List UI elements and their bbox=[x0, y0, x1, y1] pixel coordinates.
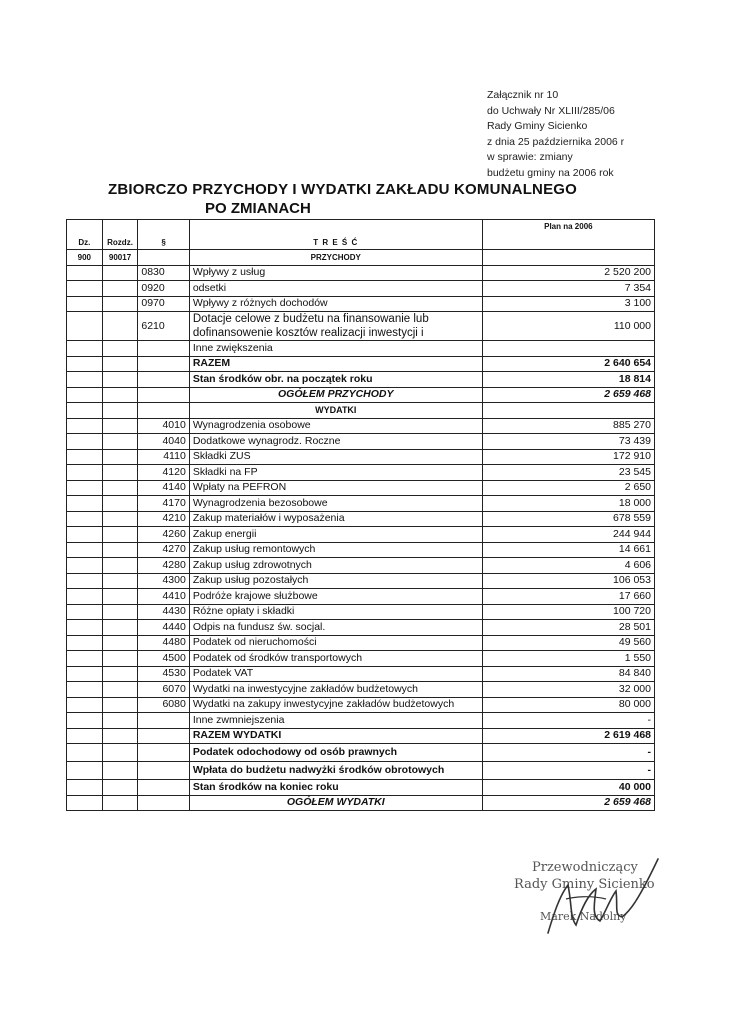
summary-row bbox=[67, 795, 655, 811]
table-row bbox=[67, 558, 655, 574]
section-dz: 900 bbox=[67, 250, 103, 266]
rozdz-cell bbox=[102, 558, 138, 574]
annex-note-line: do Uchwały Nr XLIII/285/06 bbox=[487, 104, 615, 117]
rozdz-cell bbox=[102, 496, 138, 512]
rozdz-cell bbox=[102, 465, 138, 481]
amount-cell: 678 559 bbox=[482, 511, 654, 527]
header-tresc: T R E Ś Ć bbox=[189, 220, 482, 250]
table-row bbox=[67, 697, 655, 713]
description-cell: Inne zwmniejszenia bbox=[189, 713, 482, 729]
rozdz-cell bbox=[102, 542, 138, 558]
dz-cell bbox=[67, 296, 103, 312]
paragraph-cell: 6070 bbox=[138, 682, 189, 698]
dz-cell bbox=[67, 449, 103, 465]
rozdz-cell bbox=[102, 620, 138, 636]
rozdz-cell bbox=[102, 682, 138, 698]
amount-cell: 80 000 bbox=[482, 697, 654, 713]
description-cell: Podatek od nieruchomości bbox=[189, 635, 482, 651]
paragraph-cell bbox=[138, 744, 189, 762]
amount-cell: 49 560 bbox=[482, 635, 654, 651]
paragraph-cell: 6080 bbox=[138, 697, 189, 713]
dz-cell bbox=[67, 666, 103, 682]
paragraph-cell: 4410 bbox=[138, 589, 189, 605]
section-value-cell bbox=[482, 250, 654, 266]
table-row bbox=[67, 589, 655, 605]
annex-note-line: w sprawie: zmiany bbox=[487, 151, 573, 163]
header-plan: Plan na 2006 bbox=[482, 220, 654, 250]
summary-row bbox=[67, 356, 655, 372]
section-row bbox=[67, 403, 655, 419]
section-label: PRZYCHODY bbox=[189, 250, 482, 266]
paragraph-cell: 4260 bbox=[138, 527, 189, 543]
signature-name: Marek Nadolny bbox=[540, 910, 627, 923]
summary-label: OGÓŁEM WYDATKI bbox=[189, 795, 482, 811]
amount-cell: 4 606 bbox=[482, 558, 654, 574]
summary-amount: 2 659 468 bbox=[482, 795, 654, 811]
table-row bbox=[67, 511, 655, 527]
rozdz-cell bbox=[102, 418, 138, 434]
paragraph-cell: 0970 bbox=[138, 296, 189, 312]
description-cell: Zakup usług remontowych bbox=[189, 542, 482, 558]
description-cell: Dotacje celowe z budżetu na finansowanie lub dofinansowenie kosztów realizacji inwestycji i bbox=[189, 312, 482, 341]
summary-row bbox=[67, 780, 655, 796]
rozdz-cell bbox=[102, 312, 138, 341]
dz-cell bbox=[67, 713, 103, 729]
table-row bbox=[67, 527, 655, 543]
amount-cell: 244 944 bbox=[482, 527, 654, 543]
summary-label: RAZEM WYDATKI bbox=[189, 728, 482, 744]
paragraph-cell: 4500 bbox=[138, 651, 189, 667]
summary-label: Stan środków obr. na początek roku bbox=[189, 372, 482, 388]
paragraph-cell: 4300 bbox=[138, 573, 189, 589]
paragraph-cell: 4270 bbox=[138, 542, 189, 558]
paragraph-cell bbox=[138, 795, 189, 811]
dz-cell bbox=[67, 635, 103, 651]
dz-cell bbox=[67, 418, 103, 434]
amount-cell: 84 840 bbox=[482, 666, 654, 682]
rozdz-cell bbox=[102, 666, 138, 682]
rozdz-cell bbox=[102, 480, 138, 496]
rozdz-cell bbox=[102, 604, 138, 620]
dz-cell bbox=[67, 542, 103, 558]
amount-cell: 14 661 bbox=[482, 542, 654, 558]
paragraph-cell: 4140 bbox=[138, 480, 189, 496]
description-cell: Podatek od środków transportowych bbox=[189, 651, 482, 667]
amount-cell: 3 100 bbox=[482, 296, 654, 312]
summary-label: Stan środków na koniec roku bbox=[189, 780, 482, 796]
description-cell: Inne zwiększenia bbox=[189, 341, 482, 357]
description-cell: Zakup usług pozostałych bbox=[189, 573, 482, 589]
description-cell: Wpływy z różnych dochodów bbox=[189, 296, 482, 312]
description-cell: Wydatki na inwestycyjne zakładów budżetowych bbox=[189, 682, 482, 698]
section-row bbox=[67, 250, 655, 266]
summary-amount: 40 000 bbox=[482, 780, 654, 796]
table-row bbox=[67, 281, 655, 297]
dz-cell bbox=[67, 697, 103, 713]
summary-label: Wpłata do budżetu nadwyżki środków obrotowych bbox=[189, 762, 482, 780]
table-row bbox=[67, 542, 655, 558]
description-cell: Wydatki na zakupy inwestycyjne zakładów budżetowych bbox=[189, 697, 482, 713]
dz-cell bbox=[67, 387, 103, 403]
paragraph-cell: 0830 bbox=[138, 265, 189, 281]
amount-cell: 1 550 bbox=[482, 651, 654, 667]
budget-table bbox=[66, 219, 655, 811]
description-cell: Składki na FP bbox=[189, 465, 482, 481]
rozdz-cell bbox=[102, 713, 138, 729]
summary-amount: - bbox=[482, 744, 654, 762]
description-cell: Odpis na fundusz św. socjal. bbox=[189, 620, 482, 636]
summary-amount: 2 640 654 bbox=[482, 356, 654, 372]
rozdz-cell bbox=[102, 341, 138, 357]
amount-cell: 18 000 bbox=[482, 496, 654, 512]
paragraph-cell bbox=[138, 387, 189, 403]
annex-note-line: budżetu gminy na 2006 rok bbox=[487, 166, 614, 179]
table-row bbox=[67, 682, 655, 698]
annex-note bbox=[487, 88, 727, 181]
table-row bbox=[67, 635, 655, 651]
rozdz-cell bbox=[102, 780, 138, 796]
amount-cell: 2 650 bbox=[482, 480, 654, 496]
amount-cell: 2 520 200 bbox=[482, 265, 654, 281]
budget-table-body bbox=[67, 220, 655, 811]
dz-cell bbox=[67, 728, 103, 744]
table-header-row bbox=[67, 220, 655, 250]
annex-note-line: z dnia 25 października 2006 r bbox=[487, 135, 625, 148]
description-cell: Wpływy z usług bbox=[189, 265, 482, 281]
table-row bbox=[67, 666, 655, 682]
description-cell: Wpłaty na PEFRON bbox=[189, 480, 482, 496]
dz-cell bbox=[67, 780, 103, 796]
rozdz-cell bbox=[102, 511, 138, 527]
paragraph-cell: 4530 bbox=[138, 666, 189, 682]
dz-cell bbox=[67, 312, 103, 341]
summary-row bbox=[67, 728, 655, 744]
description-cell: Składki ZUS bbox=[189, 449, 482, 465]
table-row bbox=[67, 604, 655, 620]
description-cell: Zakup materiałów i wyposażenia bbox=[189, 511, 482, 527]
summary-label: OGÓŁEM PRZYCHODY bbox=[189, 387, 482, 403]
summary-amount: 2 619 468 bbox=[482, 728, 654, 744]
paragraph-cell bbox=[138, 341, 189, 357]
section-empty-cell bbox=[138, 250, 189, 266]
header-rozdz: Rozdz. bbox=[102, 220, 138, 250]
dz-cell bbox=[67, 496, 103, 512]
table-row bbox=[67, 296, 655, 312]
document-subtitle: PO ZMIANACH bbox=[205, 200, 311, 217]
summary-amount: - bbox=[482, 762, 654, 780]
rozdz-cell bbox=[102, 635, 138, 651]
rozdz-cell bbox=[102, 372, 138, 388]
table-row bbox=[67, 312, 655, 341]
amount-cell: 172 910 bbox=[482, 449, 654, 465]
header-dz: Dz. bbox=[67, 220, 103, 250]
dz-cell bbox=[67, 265, 103, 281]
dz-cell bbox=[67, 762, 103, 780]
signature-stamp bbox=[510, 855, 670, 940]
paragraph-cell: 4280 bbox=[138, 558, 189, 574]
paragraph-cell: 4440 bbox=[138, 620, 189, 636]
amount-cell: 73 439 bbox=[482, 434, 654, 450]
rozdz-cell bbox=[102, 697, 138, 713]
paragraph-cell bbox=[138, 780, 189, 796]
summary-row bbox=[67, 387, 655, 403]
table-row bbox=[67, 651, 655, 667]
table-row bbox=[67, 341, 655, 357]
summary-label: Podatek odochodowy od osób prawnych bbox=[189, 744, 482, 762]
dz-cell bbox=[67, 403, 103, 419]
rozdz-cell bbox=[102, 589, 138, 605]
summary-label: RAZEM bbox=[189, 356, 482, 372]
summary-amount: 2 659 468 bbox=[482, 387, 654, 403]
rozdz-cell bbox=[102, 744, 138, 762]
amount-cell: 28 501 bbox=[482, 620, 654, 636]
dz-cell bbox=[67, 620, 103, 636]
dz-cell bbox=[67, 744, 103, 762]
dz-cell bbox=[67, 651, 103, 667]
annex-note-line: Załącznik nr 10 bbox=[487, 89, 559, 101]
paragraph-cell: 4430 bbox=[138, 604, 189, 620]
rozdz-cell bbox=[102, 265, 138, 281]
table-row bbox=[67, 434, 655, 450]
dz-cell bbox=[67, 558, 103, 574]
description-cell: Różne opłaty i składki bbox=[189, 604, 482, 620]
paragraph-cell bbox=[138, 356, 189, 372]
rozdz-cell bbox=[102, 527, 138, 543]
amount-cell: 17 660 bbox=[482, 589, 654, 605]
table-row bbox=[67, 418, 655, 434]
description-cell: Zakup usług zdrowotnych bbox=[189, 558, 482, 574]
description-cell: Wynagrodzenia bezosobowe bbox=[189, 496, 482, 512]
amount-cell: 885 270 bbox=[482, 418, 654, 434]
description-cell: Podróże krajowe służbowe bbox=[189, 589, 482, 605]
paragraph-cell: 4120 bbox=[138, 465, 189, 481]
paragraph-cell: 4010 bbox=[138, 418, 189, 434]
expenses-section-label: WYDATKI bbox=[189, 403, 482, 419]
header-paragraph: § bbox=[138, 220, 189, 250]
table-row bbox=[67, 496, 655, 512]
paragraph-cell: 4170 bbox=[138, 496, 189, 512]
paragraph-cell bbox=[138, 372, 189, 388]
amount-cell: 100 720 bbox=[482, 604, 654, 620]
paragraph-cell: 4040 bbox=[138, 434, 189, 450]
table-row bbox=[67, 573, 655, 589]
paragraph-cell: 0920 bbox=[138, 281, 189, 297]
description-cell: Podatek VAT bbox=[189, 666, 482, 682]
dz-cell bbox=[67, 372, 103, 388]
table-row bbox=[67, 449, 655, 465]
dz-cell bbox=[67, 682, 103, 698]
rozdz-cell bbox=[102, 296, 138, 312]
dz-cell bbox=[67, 589, 103, 605]
dz-cell bbox=[67, 434, 103, 450]
table-row bbox=[67, 465, 655, 481]
rozdz-cell bbox=[102, 449, 138, 465]
section-rozdz: 90017 bbox=[102, 250, 138, 266]
table-row bbox=[67, 480, 655, 496]
amount-cell: 7 354 bbox=[482, 281, 654, 297]
amount-cell: 23 545 bbox=[482, 465, 654, 481]
dz-cell bbox=[67, 356, 103, 372]
paragraph-cell: 4110 bbox=[138, 449, 189, 465]
dz-cell bbox=[67, 480, 103, 496]
description-cell: Dodatkowe wynagrodz. Roczne bbox=[189, 434, 482, 450]
description-cell: Wynagrodzenia osobowe bbox=[189, 418, 482, 434]
paragraph-cell: 4480 bbox=[138, 635, 189, 651]
dz-cell bbox=[67, 527, 103, 543]
summary-row bbox=[67, 744, 655, 762]
table-row bbox=[67, 265, 655, 281]
table-row bbox=[67, 620, 655, 636]
dz-cell bbox=[67, 511, 103, 527]
rozdz-cell bbox=[102, 762, 138, 780]
dz-cell bbox=[67, 281, 103, 297]
summary-row bbox=[67, 762, 655, 780]
paragraph-cell bbox=[138, 713, 189, 729]
dz-cell bbox=[67, 604, 103, 620]
dz-cell bbox=[67, 573, 103, 589]
amount-cell: 32 000 bbox=[482, 682, 654, 698]
rozdz-cell bbox=[102, 356, 138, 372]
table-row bbox=[67, 713, 655, 729]
rozdz-cell bbox=[102, 573, 138, 589]
dz-cell bbox=[67, 465, 103, 481]
description-cell: odsetki bbox=[189, 281, 482, 297]
rozdz-cell bbox=[102, 728, 138, 744]
paragraph-cell bbox=[138, 403, 189, 419]
summary-amount: 18 814 bbox=[482, 372, 654, 388]
dz-cell bbox=[67, 795, 103, 811]
signature-council: Rady Gminy Sicienko bbox=[514, 877, 655, 892]
rozdz-cell bbox=[102, 281, 138, 297]
paragraph-cell bbox=[138, 762, 189, 780]
amount-cell: 106 053 bbox=[482, 573, 654, 589]
amount-cell: - bbox=[482, 713, 654, 729]
paragraph-cell: 6210 bbox=[138, 312, 189, 341]
amount-cell: 110 000 bbox=[482, 312, 654, 341]
rozdz-cell bbox=[102, 795, 138, 811]
summary-row bbox=[67, 372, 655, 388]
rozdz-cell bbox=[102, 651, 138, 667]
rozdz-cell bbox=[102, 387, 138, 403]
amount-cell bbox=[482, 341, 654, 357]
annex-note-line: Rady Gminy Sicienko bbox=[487, 120, 588, 132]
rozdz-cell bbox=[102, 434, 138, 450]
handwritten-signature-icon bbox=[510, 855, 670, 940]
description-cell: Zakup energii bbox=[189, 527, 482, 543]
paragraph-cell: 4210 bbox=[138, 511, 189, 527]
signature-title: Przewodniczący bbox=[532, 860, 638, 875]
amount-cell bbox=[482, 403, 654, 419]
rozdz-cell bbox=[102, 403, 138, 419]
dz-cell bbox=[67, 341, 103, 357]
paragraph-cell bbox=[138, 728, 189, 744]
document-title: ZBIORCZO PRZYCHODY I WYDATKI ZAKŁADU KOMUNALNEGO bbox=[108, 181, 578, 198]
